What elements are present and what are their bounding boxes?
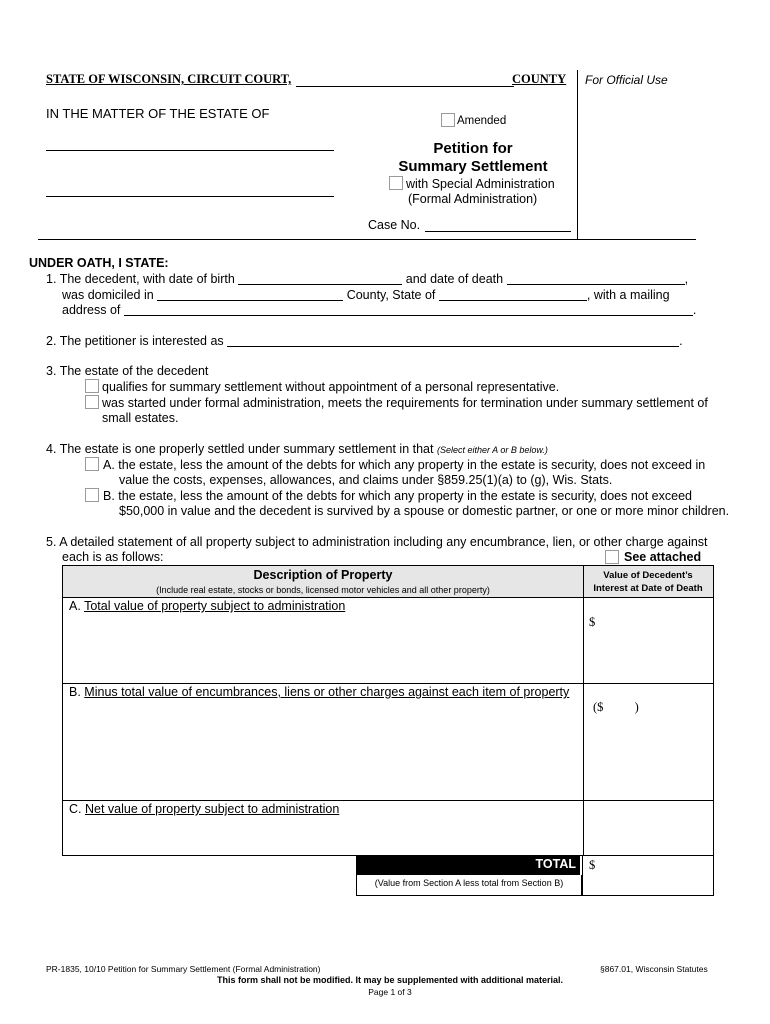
item4-note: (Select either A or B below.) [436,445,548,455]
see-attached-checkbox[interactable] [605,550,619,564]
date-of-death-field[interactable] [507,271,685,285]
item1-line2 [62,287,670,302]
official-use-divider [577,70,578,240]
item2-number: 2. [46,334,57,348]
amended-checkbox[interactable] [441,113,455,127]
form-title-line2: Summary Settlement [398,158,548,175]
item1-line3 [62,302,696,317]
see-attached-label: See attached [624,550,702,564]
item2-text: The petitioner is interested as [59,334,224,348]
row-c-text: Net value of property subject to administration [84,802,340,816]
row-a-prefix: A. [69,599,81,613]
value-header-l1: Value of Decedent’s [603,570,693,581]
item1-number: 1. [46,272,57,286]
item3-option2-label-l1: was started under formal administration, meets the requirements for termination under summary settlement of [102,396,708,410]
item1-text-e: County, State of [346,288,436,302]
oath-heading: UNDER OATH, I STATE: [29,256,169,270]
form-title-line1: Petition for [433,140,513,157]
option-a-label-l2: value the costs, expenses, allowances, and claims under §859.25(1)(a) to (g), Wis. Stats. [119,473,613,487]
row-b-label [69,685,569,699]
item2-line [46,333,683,348]
domicile-state-field[interactable] [439,287,587,301]
item4-text: The estate is one properly settled under summary settlement in that [59,442,434,456]
statute-reference: §867.01, Wisconsin Statutes [600,964,708,974]
property-table [62,565,714,856]
county-name-blank[interactable] [296,86,514,87]
item3-text: The estate of the decedent [59,364,209,378]
row-b-value[interactable]: ($ ) [593,700,639,714]
item3-line [46,364,208,378]
row-a-label [69,599,345,613]
row-a-value[interactable]: $ [589,615,596,629]
row-a-text: Total value of property subject to administration [84,599,346,613]
item5-text-l1: A detailed statement of all property subject to administration including any encumbrance, lien, or other charge against [59,535,708,549]
item2-end: . [679,334,683,348]
form-id: PR-1835, 10/10 Petition for Summary Settlement (Formal Administration) [46,964,321,974]
option-b-label-l1: B. the estate, less the amount of the debts for which any property in the estate is security, does not exceed [103,489,692,503]
item1-line1 [46,271,688,286]
row-c-prefix: C. [69,802,82,816]
item1-text-b: and date of death [405,272,504,286]
estate-matter-label: IN THE MATTER OF THE ESTATE OF [46,106,270,121]
item3-option2-label-l2: small estates. [102,411,179,425]
amended-label: Amended [457,115,507,127]
item1-text-f: , with a mailing [586,288,670,302]
option-b-label-l2: $50,000 in value and the decedent is survived by a spouse or domestic partner, or one or more minor children. [119,504,730,518]
item4-number: 4. [46,442,57,456]
description-header-note: (Include real estate, stocks or bonds, licensed motor vehicles and all other property) [156,585,490,595]
item1-text-h: . [692,303,697,317]
row-b-prefix: B. [69,685,81,699]
item1-text-d: was domiciled in [62,288,154,302]
county-label: COUNTY [512,72,567,86]
option-a-label-l1: A. the estate, less the amount of the debts for which any property in the estate is security, does not exceed in [103,458,706,472]
court-label: STATE OF WISCONSIN, CIRCUIT COURT, [46,72,292,86]
table-column-divider [583,566,584,855]
row-c-label [69,802,339,816]
petitioner-interest-field[interactable] [227,333,679,347]
summary-without-pr-checkbox[interactable] [85,379,99,393]
special-admin-checkbox[interactable] [389,176,403,190]
total-value-box [582,856,714,896]
item1-text-c: , [684,272,689,286]
estate-name-line-1[interactable] [46,150,334,151]
header-divider [38,239,696,240]
case-no-label: Case No. [368,218,421,232]
mailing-address-field[interactable] [124,302,693,316]
option-a-checkbox[interactable] [85,457,99,471]
item1-text-a: The decedent, with date of birth [59,272,235,286]
special-admin-label: with Special Administration [406,177,555,191]
date-of-birth-field[interactable] [238,271,402,285]
footer-notice: This form shall not be modified. It may be supplemented with additional material. [216,975,564,985]
item5-number: 5. [46,535,57,549]
formal-admin-label: (Formal Administration) [408,192,538,206]
page-number: Page 1 of 3 [368,987,412,997]
row-a-divider [63,683,713,684]
estate-name-line-2[interactable] [46,196,334,197]
domicile-county-field[interactable] [157,287,343,301]
description-header: Description of Property [253,568,393,582]
item5-text-l2: each is as follows: [62,550,164,564]
case-no-field[interactable] [425,231,571,232]
item3-option1-label: qualifies for summary settlement without appointment of a personal representative. [102,380,560,394]
item4-line [46,442,548,456]
item1-text-g: address of [62,303,121,317]
total-value[interactable]: $ [589,858,596,872]
formal-admin-termination-checkbox[interactable] [85,395,99,409]
total-note: (Value from Section A less total from Section B) [374,878,564,888]
option-b-checkbox[interactable] [85,488,99,502]
total-label: TOTAL [535,857,576,871]
row-b-text: Minus total value of encumbrances, liens or other charges against each item of property [84,685,570,699]
value-header-l2: Interest at Date of Death [593,583,703,594]
row-b-divider [63,800,713,801]
item3-number: 3. [46,364,57,378]
item5-line1 [46,535,708,549]
official-use-label: For Official Use [585,73,668,87]
